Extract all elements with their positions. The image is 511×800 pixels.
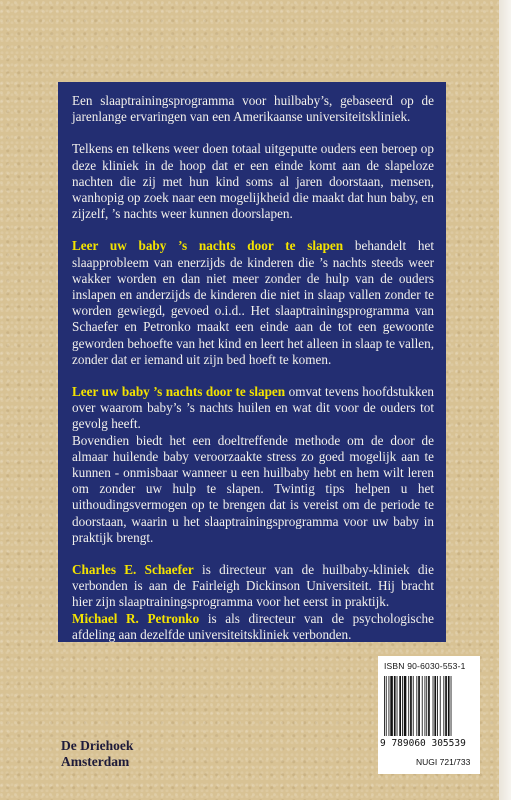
program-paragraph [72, 238, 434, 368]
barcode-bar [428, 676, 430, 736]
author-1-paragraph [72, 562, 434, 611]
method-paragraph: Bovendien biedt het een doeltreffende methode om de door de almaar huilende baby veroorzaakte stress zo goed mogelijk aan te kunnen - onmisbaar wanneer u een huilbaby hebt en hem wilt leren om zonder uw hulp te slapen. Twintig tips helpen u het uithoudingsvermogen op te brengen dat is vereist om de periode te doorstaan, waarin u het slaaptrainingsprogramma voor uw baby in praktijk brengt. [72, 432, 434, 545]
contents-paragraph [72, 384, 434, 433]
ean-digits: 9 789060 305539 [380, 738, 466, 749]
nugi-code: NUGI 721/733 [416, 757, 471, 767]
barcode-bar [390, 676, 393, 736]
publisher-city: Amsterdam [61, 754, 130, 769]
barcode-bar [443, 676, 444, 736]
barcode-bar [437, 676, 438, 736]
barcode-bar [408, 676, 409, 736]
barcode-bar [448, 676, 450, 736]
barcode-icon [384, 676, 476, 736]
author-1-name: Charles E. Schaefer [72, 562, 194, 578]
barcode-bar [384, 676, 385, 736]
barcode-bar [422, 676, 423, 736]
intro-paragraph: Een slaaptrainingsprogramma voor huilbaby’s, gebaseerd op de jarenlange ervaringen van een Amerikaanse universiteitskliniek. [72, 93, 434, 125]
barcode-bar [451, 676, 452, 736]
book-title-highlight-2: Leer uw baby ’s nachts door te slapen [72, 384, 286, 400]
program-paragraph-text: behandelt het slaapprobleem van enerzijds de kinderen die ’s nachts steeds weer wakker worden en dan niet meer zonder de hulp van de ouders inslapen en anderzijds de kinderen die niet in slaap vallen zonder te worden gewiegd, gevoed o.i.d.. Het slaaptrainingsprogramma van Schaefer en Petronko maakt een einde aan de tot een gewoonte geworden behoefte van het kind en leert het alleen in slaap te vallen, zonder dat er iemand uit zijn bed hoeft te komen. [72, 238, 435, 367]
barcode-bar [397, 676, 398, 736]
author-1-bio: is directeur van de huilbaby-kliniek die verbonden is aan de Fairleigh Dickinson Universiteit. Hij bracht hier zijn slaaptrainingsprogramma voor het eerst in praktijk. [72, 562, 435, 610]
barcode-bar [426, 676, 427, 736]
blurb-panel [58, 82, 446, 642]
barcode-bar [425, 676, 426, 736]
barcode-label [378, 656, 480, 774]
author-2-name: Michael R. Petronko [72, 610, 200, 626]
barcode-bar [413, 676, 414, 736]
barcode-bar [404, 676, 407, 736]
barcode-bar [445, 676, 447, 736]
publisher-name: De Driehoek [61, 738, 134, 753]
barcode-bar [410, 676, 412, 736]
barcode-bar [434, 676, 436, 736]
isbn-number: ISBN 90-6030-553-1 [384, 661, 466, 671]
contents-paragraph-text: omvat tevens hoofdstukken over waarom baby’s ’s nachts huilen en wat dit voor de ouders tot gevolg heeft. [72, 384, 435, 432]
barcode-bar [389, 676, 390, 736]
barcode-bar [402, 676, 403, 736]
barcode-bar [418, 676, 420, 736]
barcode-bar [416, 676, 417, 736]
barcode-bar [433, 676, 434, 736]
book-title-highlight: Leer uw baby ’s nachts door te slapen [72, 238, 344, 254]
barcode-bar [399, 676, 401, 736]
parents-paragraph: Telkens en telkens weer doen totaal uitgeputte ouders een beroep op deze kliniek in de hoop dat er een einde komt aan de slapeloze nachten die zij met hun kind soms al jaren doorstaan, mensen, wanhopig op zoek naar een mogelijkheid die maakt dat hun baby, en zijzelf, ’s nachts weer kunnen doorslapen. [72, 141, 434, 222]
publisher-imprint [61, 738, 133, 770]
page-edge [499, 0, 511, 800]
author-2-bio: is als directeur van de psychologische afdeling aan dezelfde universiteitskliniek verbonden. [72, 610, 434, 642]
author-2-paragraph [72, 611, 434, 643]
barcode-bar [440, 676, 441, 736]
barcode-bar [386, 676, 387, 736]
barcode-bar [394, 676, 396, 736]
